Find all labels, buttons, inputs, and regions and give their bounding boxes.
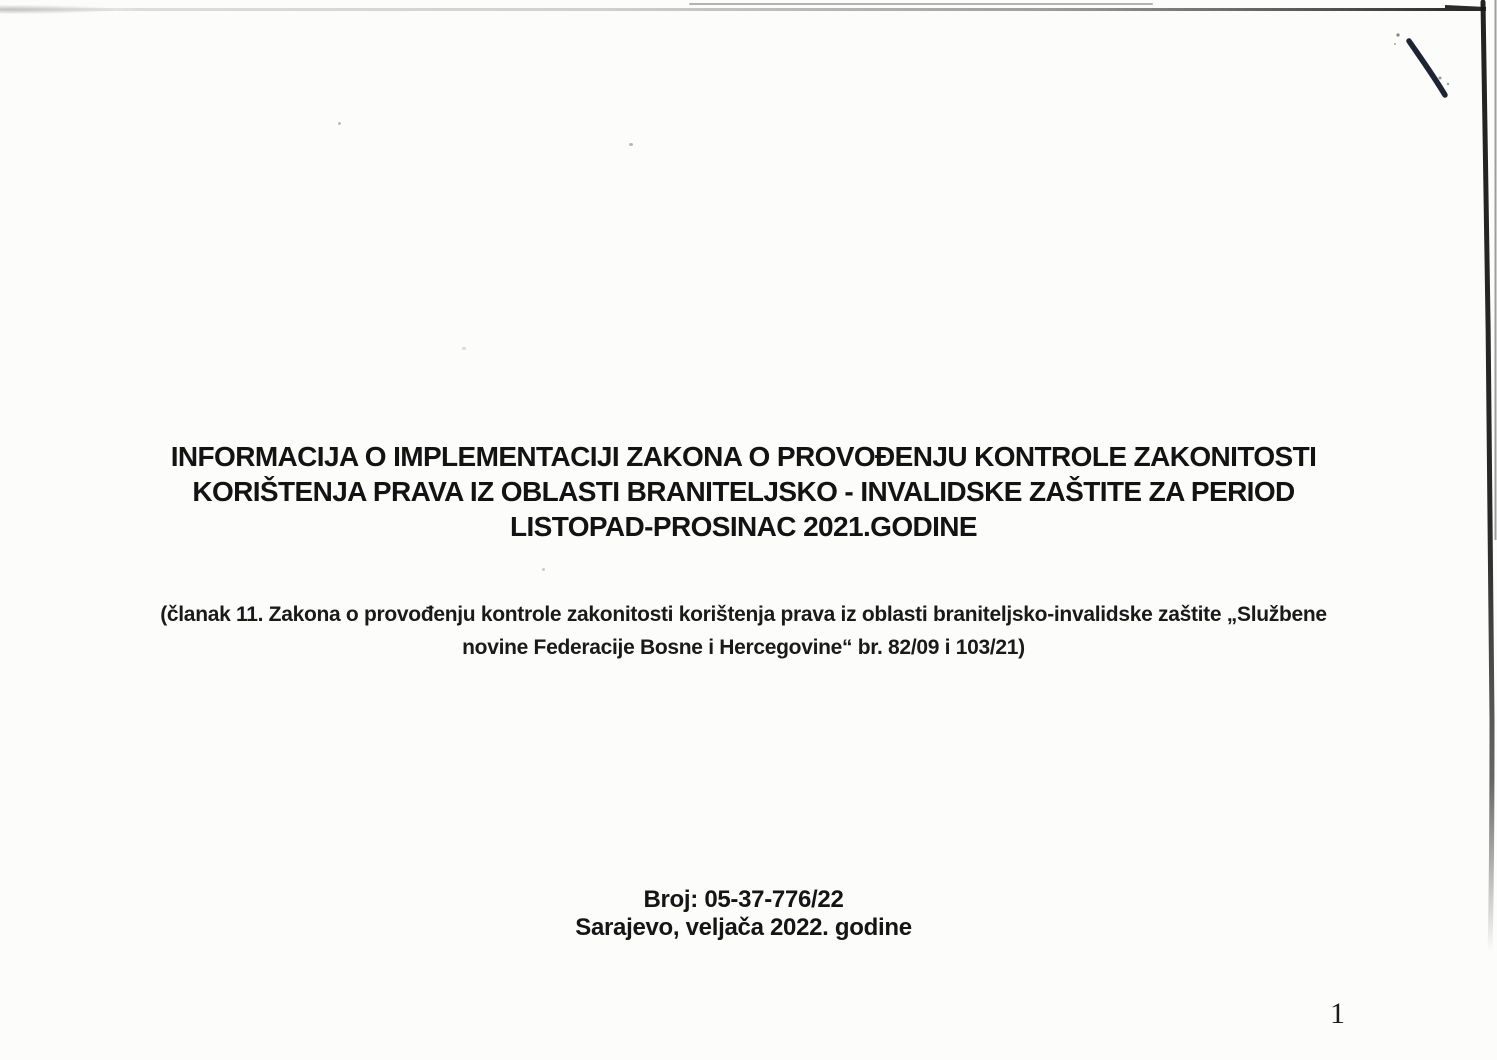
document-title-line: LISTOPAD-PROSINAC 2021.GODINE [510,511,977,542]
document-subtitle [0,598,1492,664]
place-and-date: Sarajevo, veljača 2022. godine [575,914,912,941]
document-title-line: INFORMACIJA O IMPLEMENTACIJI ZAKONA O PROVOĐENJU KONTROLE ZAKONITOSTI [170,441,1317,472]
document-title-line: KORIŠTENJA PRAVA IZ OBLASTI BRANITELJSKO - INVALIDSKE ZAŠTITE ZA PERIOD [192,476,1295,507]
reference-number: Broj: 05-37-776/22 [643,886,844,913]
document-subtitle-line: novine Federacije Bosne i Hercegovine“ br. 82/09 i 103/21) [462,636,1025,659]
document-title [0,439,1492,544]
document-subtitle-line: (članak 11. Zakona o provođenju kontrole zakonitosti korištenja prava iz oblasti braniteljsko-invalidske zaštite „Službene [160,603,1327,626]
document-reference-block [0,886,1492,942]
page-number: 1 [1330,997,1345,1030]
